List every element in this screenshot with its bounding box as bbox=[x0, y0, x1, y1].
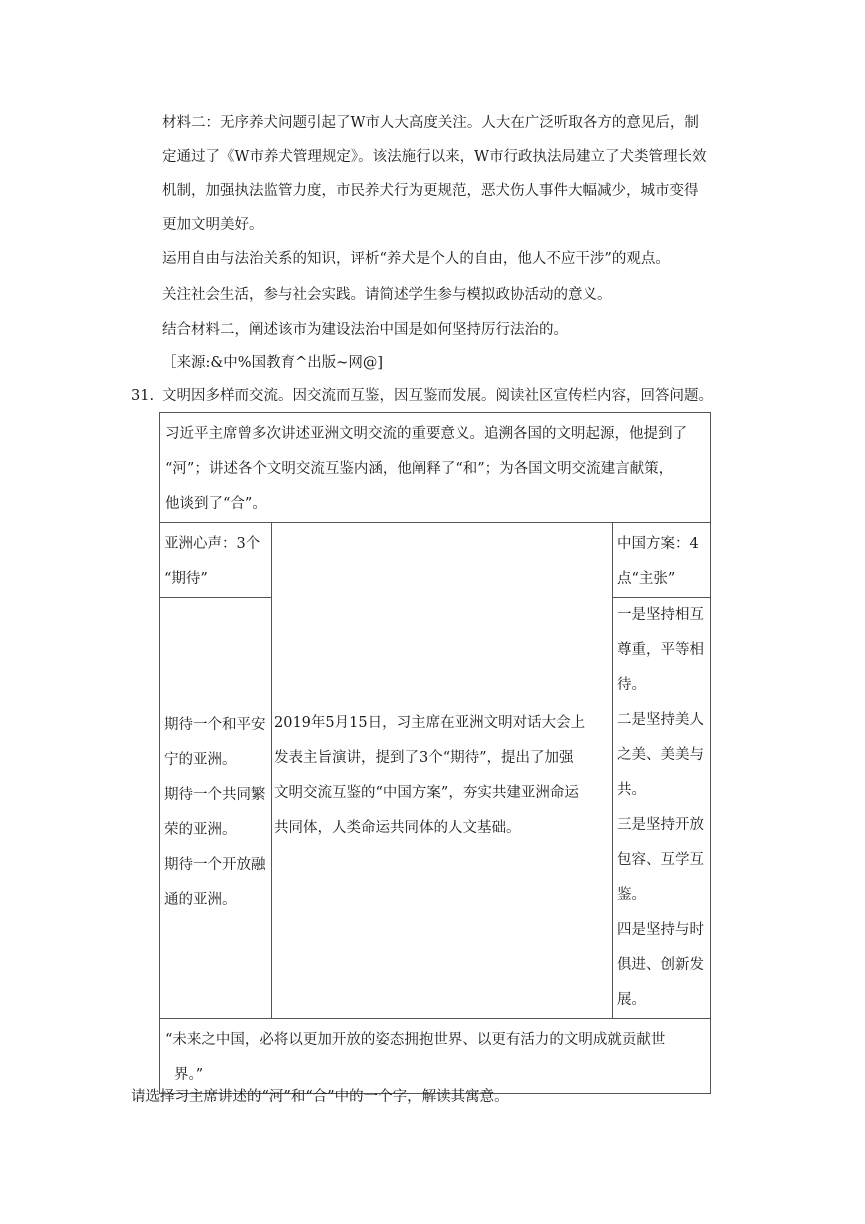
speech-summary-line: 发表主旨演讲，提到了3个“期待”，提出了加强 bbox=[274, 749, 574, 766]
material-two-paragraph bbox=[162, 106, 737, 242]
question-number: 31. bbox=[131, 388, 155, 404]
table-intro-line: “河”；讲述各个文明交流互鉴内涵，他阐释了“和”；为各国文明交流建言献策， bbox=[165, 461, 674, 477]
material-two-line: 更加文明美好。 bbox=[162, 217, 264, 233]
material-two-line: 机制，加强执法监管力度，市民养犬行为更规范，恶犬伤人事件大幅减少，城市变得 bbox=[162, 183, 699, 199]
speech-summary-line: 2019年5月15日，习主席在亚洲文明对话大会上 bbox=[274, 714, 586, 731]
asia-voice-header-line: 亚洲心声：3个 bbox=[164, 536, 261, 552]
proposition-line: 三是坚持开放 bbox=[617, 817, 704, 833]
expectation-line: 荣的亚洲。 bbox=[164, 822, 237, 838]
expectation-line: 宁的亚洲。 bbox=[164, 752, 237, 768]
proposition-line: 共。 bbox=[617, 782, 646, 798]
china-plan-header-line: 点“主张” bbox=[617, 571, 676, 587]
china-plan-header bbox=[613, 523, 711, 598]
proposition-line: 四是坚持与时 bbox=[617, 922, 704, 938]
expectation-line: 通的亚洲。 bbox=[164, 892, 237, 908]
proposition-line: 俱进、创新发 bbox=[617, 957, 704, 973]
expectation-line: 期待一个共同繁 bbox=[164, 787, 266, 803]
material-two-line: 定通过了《W市养犬管理规定》。该法施行以来，W市行政执法局建立了犬类管理长效 bbox=[162, 149, 707, 165]
proposition-line: 待。 bbox=[617, 677, 646, 693]
proposition-line: 鉴。 bbox=[617, 887, 646, 903]
proposition-line: 一是坚持相互 bbox=[617, 607, 704, 623]
china-propositions-cell bbox=[613, 598, 711, 1019]
expectation-line: 期待一个开放融 bbox=[164, 857, 266, 873]
china-plan-header-line: 中国方案：4 bbox=[617, 536, 699, 552]
table-intro-line: 习近平主席曾多次讲述亚洲文明交流的重要意义。追溯各国的文明起源，他提到了 bbox=[165, 426, 687, 442]
speech-summary-line: 文明交流互鉴的“中国方案”，夯实共建亚洲命运 bbox=[274, 784, 579, 801]
asia-expectations-cell bbox=[160, 598, 272, 1019]
proposition-line: 二是坚持美人 bbox=[617, 712, 704, 728]
quote-line: “未来之中国，必将以更加开放的姿态拥抱世界、以更有活力的文明成就贡献世 bbox=[165, 1032, 666, 1048]
question-31-stem: 文明因多样而交流。因交流而互鉴，因互鉴而发展。阅读社区宣传栏内容，回答问题。 bbox=[162, 388, 713, 404]
proposition-line: 之美、美美与 bbox=[617, 747, 704, 763]
question-2: 关注社会生活，参与社会实践。请简述学生参与模拟政协活动的意义。 bbox=[162, 287, 612, 303]
proposition-line: 包容、互学互 bbox=[617, 852, 704, 868]
expectation-line: 期待一个和平安 bbox=[164, 717, 266, 733]
material-two-line: 材料二：无序养犬问题引起了W市人大高度关注。人大在广泛听取各方的意见后，制 bbox=[162, 115, 699, 131]
source-note: ［来源:&中%国教育^出版~网@] bbox=[162, 355, 384, 371]
table-intro-cell bbox=[160, 413, 711, 523]
civilization-table bbox=[159, 412, 711, 1094]
question-1: 运用自由与法治关系的知识，评析“养犬是个人的自由，他人不应干涉”的观点。 bbox=[162, 251, 670, 267]
table-intro-line: 他谈到了“合”。 bbox=[165, 496, 267, 512]
proposition-line: 尊重，平等相 bbox=[617, 642, 704, 658]
proposition-line: 展。 bbox=[617, 992, 646, 1008]
asia-voice-header bbox=[160, 523, 272, 598]
speech-summary-line: 共同体，人类命运共同体的人文基础。 bbox=[274, 819, 521, 836]
asia-voice-header-line: “期待” bbox=[164, 571, 208, 587]
speech-summary-cell bbox=[272, 523, 613, 1019]
question-31-prompt: 请选择习主席讲述的“河”和“合”中的一个字，解读其寓意。 bbox=[131, 1089, 509, 1105]
quote-line: 界。” bbox=[174, 1067, 204, 1083]
question-3: 结合材料二，阐述该市为建设法治中国是如何坚持厉行法治的。 bbox=[162, 322, 568, 338]
